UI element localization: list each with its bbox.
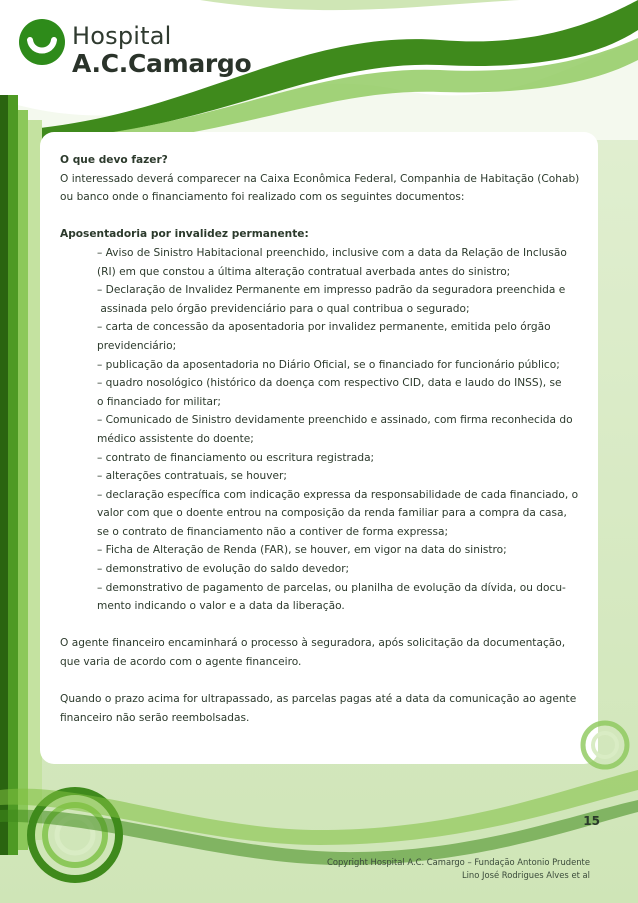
list-item: – carta de concessão da aposentadoria por invalidez permanente, emitida pelo órgão bbox=[97, 321, 551, 334]
hospital-smile-logo-icon bbox=[18, 18, 66, 66]
section-heading: Aposentadoria por invalidez permanente: bbox=[60, 228, 309, 241]
list-item: – Declaração de Invalidez Permanente em impresso padrão da seguradora preenchida e bbox=[97, 284, 566, 297]
copyright-notice bbox=[230, 856, 590, 882]
list-item: – Aviso de Sinistro Habitacional preenchido, inclusive com a data da Relação de Inclusão bbox=[97, 246, 567, 259]
list-item: – demonstrativo de evolução do saldo devedor; bbox=[97, 563, 350, 576]
copyright-line: Copyright Hospital A.C. Camargo – Fundação Antonio Prudente bbox=[326, 857, 590, 867]
list-item: médico assistente do doente; bbox=[97, 432, 254, 445]
list-item: (RI) em que constou a última alteração contratual averbada antes do sinistro; bbox=[97, 265, 511, 278]
list-item: – contrato de financiamento ou escritura registrada; bbox=[97, 451, 375, 464]
list-item: valor com que o doente entrou na composição da renda familiar para a compra da casa, bbox=[97, 507, 567, 520]
paragraph-line: financeiro não serão reembolsadas. bbox=[60, 711, 250, 724]
document-body bbox=[60, 151, 590, 727]
list-item: – demonstrativo de pagamento de parcelas, ou planilha de evolução da dívida, ou docu- bbox=[97, 581, 566, 594]
list-item: – Comunicado de Sinistro devidamente preenchido e assinado, com firma reconhecida do bbox=[97, 414, 573, 427]
paragraph-line: Quando o prazo acima for ultrapassado, as parcelas pagas até a data da comunicação ao agente bbox=[60, 693, 577, 706]
list-item: mento indicando o valor e a data da liberação. bbox=[97, 600, 345, 613]
list-item: – quadro nosológico (histórico da doença com respectivo CID, data e laudo do INSS), se bbox=[97, 377, 562, 390]
list-item: – alterações contratuais, se houver; bbox=[97, 470, 287, 483]
list-item: se o contrato de financiamento não a contiver de forma expressa; bbox=[97, 525, 449, 538]
section-heading: O que devo fazer? bbox=[60, 154, 168, 166]
list-item: o financiado for militar; bbox=[97, 395, 221, 408]
list-item: – declaração específica com indicação expressa da responsabilidade de cada financiado, o bbox=[97, 488, 579, 501]
paragraph-line: que varia de acordo com o agente financeiro. bbox=[60, 656, 302, 669]
document-list bbox=[60, 244, 590, 616]
list-item: previdenciário; bbox=[97, 339, 177, 352]
intro-line: ou banco onde o financiamento foi realizado com os seguintes documentos: bbox=[60, 191, 465, 204]
list-item: – Ficha de Alteração de Renda (FAR), se houver, em vigor na data do sinistro; bbox=[97, 544, 507, 557]
author-line: Lino José Rodrigues Alves et al bbox=[461, 870, 590, 880]
paragraph-line: O agente financeiro encaminhará o processo à seguradora, após solicitação da documentação, bbox=[60, 637, 566, 650]
list-item: assinada pelo órgão previdenciário para o qual contribua o segurado; bbox=[97, 302, 470, 315]
logo-hospital-text: Hospital bbox=[72, 22, 172, 50]
intro-line: O interessado deverá comparecer na Caixa Econômica Federal, Companhia de Habitação (Cohab) bbox=[60, 172, 580, 185]
page-number: 15 bbox=[583, 814, 600, 828]
list-item: – publicação da aposentadoria no Diário Oficial, se o financiado for funcionário público; bbox=[97, 358, 560, 371]
logo-acc-text: A.C.Camargo bbox=[72, 49, 252, 78]
